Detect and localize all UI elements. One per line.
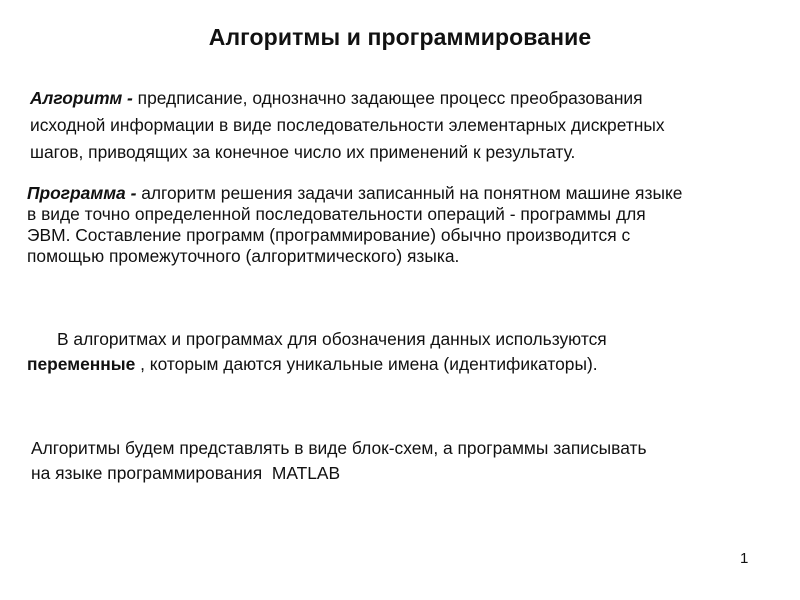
variables-note-text-1: В алгоритмах и программах для обозначения данных используются [57, 329, 607, 349]
program-definition-line-4: помощью промежуточного (алгоритмического) языка. [27, 246, 460, 266]
program-separator: - [125, 183, 142, 203]
variables-term: переменные [27, 354, 136, 374]
flowchart-note-line-2: на языке программирования MATLAB [31, 463, 341, 483]
algorithm-separator: - [122, 88, 138, 108]
algorithm-definition-line-2: исходной информации в виде последовательности элементарных дискретных [30, 115, 665, 135]
page-number: 1 [740, 550, 749, 567]
program-definition-line-1 [27, 183, 787, 204]
program-term: Программа [27, 183, 126, 203]
slide-title: Алгоритмы и программирование [208, 24, 592, 50]
variables-note-text-2: , которым даются уникальные имена (идентификаторы). [135, 354, 598, 374]
algorithm-term: Алгоритм [30, 88, 123, 108]
variables-note-line-2 [27, 352, 787, 377]
algorithm-text-1: предписание, однозначно задающее процесс преобразования [137, 88, 643, 108]
variables-note-line-1 [27, 327, 787, 352]
program-definition-line-3: ЭВМ. Составление программ (программирование) обычно производится с [27, 225, 631, 245]
program-definition [27, 183, 787, 267]
program-definition-line-2: в виде точно определенной последовательности операций - программы для [27, 204, 646, 224]
variables-note [27, 327, 787, 377]
flowchart-note-line-1: Алгоритмы будем представлять в виде блок-схем, а программы записывать [31, 438, 647, 458]
algorithm-definition-line-3: шагов, приводящих за конечное число их применений к результату. [30, 142, 576, 162]
flowchart-note [31, 436, 771, 486]
algorithm-definition-line-1 [30, 85, 770, 112]
program-text-1: алгоритм решения задачи записанный на понятном машине языке [141, 183, 683, 203]
algorithm-definition [30, 85, 770, 166]
